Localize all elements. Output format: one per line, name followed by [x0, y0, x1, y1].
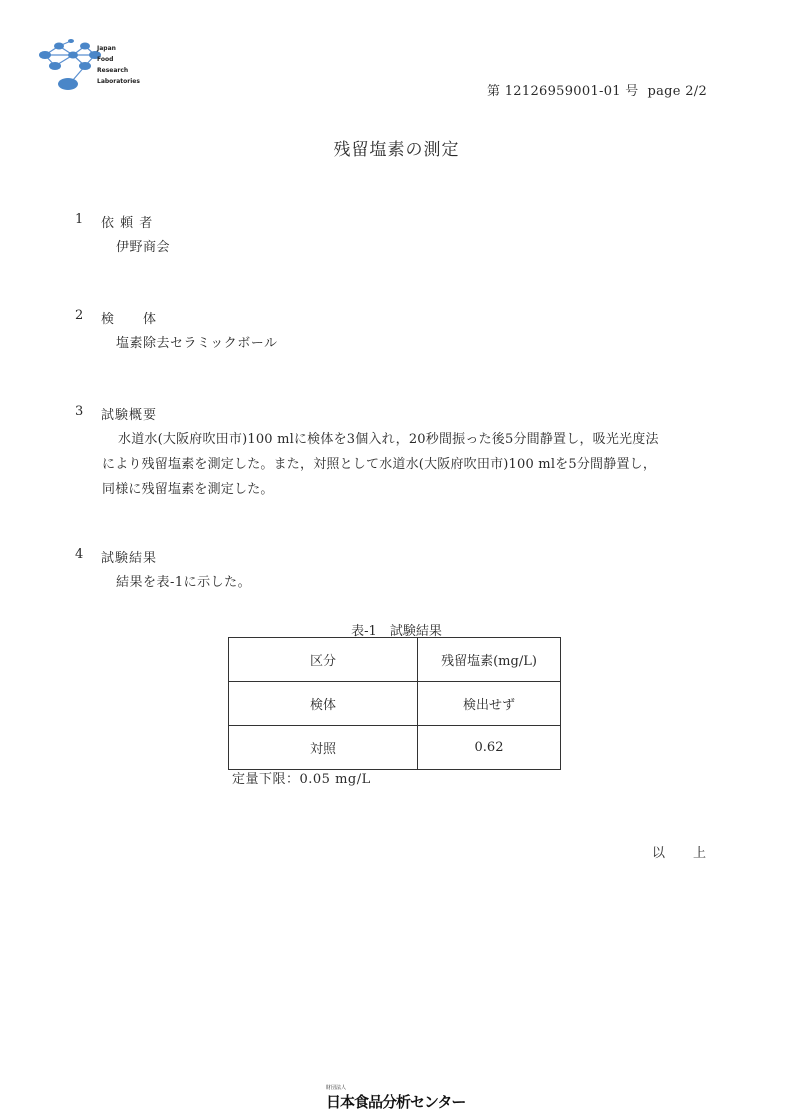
- table-caption: 表-1 試験結果: [351, 624, 442, 639]
- section-4-body: 結果を表-1に示した。: [116, 575, 252, 590]
- logo-line-japan: Japan: [97, 45, 116, 52]
- section-4-heading: 試験結果: [101, 551, 158, 566]
- footer-org-prefix: 財団法人: [326, 1085, 347, 1091]
- section-2-body: 塩素除去セラミックボール: [116, 336, 278, 351]
- footer-organization: [326, 1084, 476, 1112]
- section-4-number: 4: [75, 547, 84, 562]
- section-3-line-2: により残留塩素を測定した。また，対照として水道水(大阪府吹田市)100 mlを5分間静置し，: [102, 457, 657, 472]
- table-cell: 対照: [229, 726, 418, 770]
- section-3-body: [102, 427, 722, 502]
- section-1-number: 1: [75, 212, 84, 227]
- logo-line-food: Food: [97, 56, 114, 63]
- section-3-line-1: 水道水(大阪府吹田市)100 mlに検体を3個入れ，20秒間振った後5分間静置し，吸光光度法: [118, 432, 659, 447]
- section-1-heading: 依 頼 者: [101, 216, 154, 231]
- document-number-text: 第 12126959001-01 号: [487, 84, 639, 99]
- table-row: [229, 682, 561, 726]
- quantitation-limit-note: 定量下限：0.05 mg/L: [232, 772, 371, 787]
- document-number: [487, 80, 707, 99]
- table-header-category: 区分: [229, 638, 418, 682]
- section-2-heading: 検 体: [101, 312, 158, 327]
- table-header-residual-chlorine: 残留塩素(mg/L): [418, 638, 561, 682]
- page-indicator: page 2/2: [647, 84, 708, 99]
- section-2-number: 2: [75, 308, 84, 323]
- logo-line-laboratories: Laboratories: [97, 78, 140, 85]
- section-3-heading: 試験概要: [101, 408, 158, 423]
- table-cell: 0.62: [418, 726, 561, 770]
- table-cell: 検体: [229, 682, 418, 726]
- results-table: [228, 637, 561, 770]
- section-1-body: 伊野商会: [116, 240, 171, 255]
- table-header-row: [229, 638, 561, 682]
- section-3-line-3: 同様に残留塩素を測定した。: [102, 482, 274, 497]
- table-cell: 検出せず: [418, 682, 561, 726]
- section-3-number: 3: [75, 404, 84, 419]
- logo-text: [97, 43, 140, 87]
- page-title: 残留塩素の測定: [333, 140, 460, 160]
- table-row: [229, 726, 561, 770]
- closing-mark: 以上: [652, 846, 735, 861]
- logo-line-research: Research: [97, 67, 129, 74]
- footer-org-name: 日本食品分析センター: [326, 1093, 466, 1111]
